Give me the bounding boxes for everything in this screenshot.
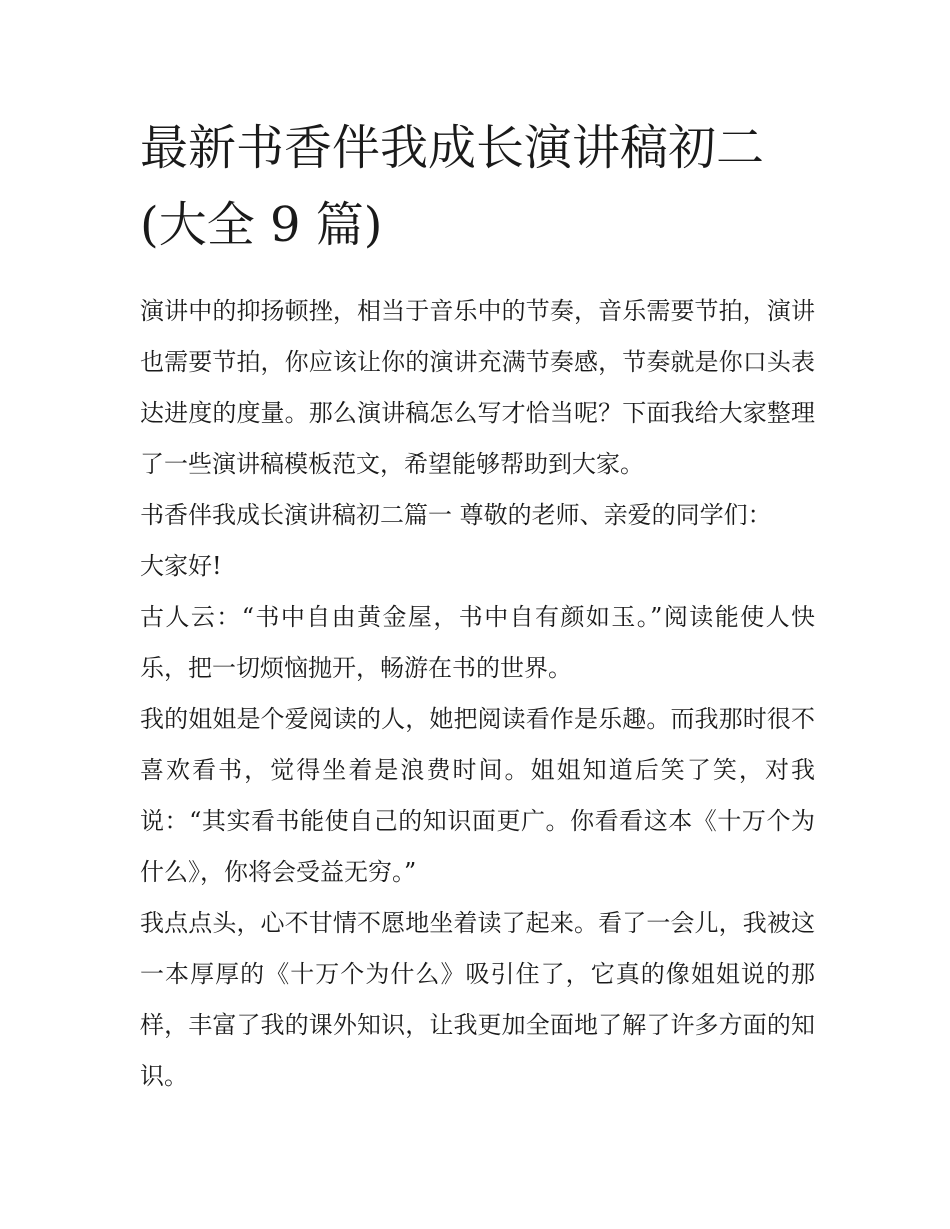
paragraph-quote: 古人云：“书中自由黄金屋，书中自有颜如玉。”阅读能使人快乐，把一切烦恼抛开，畅游在书的世界。 [140,603,815,682]
document-title [140,110,815,264]
paragraph-greeting: 大家好! [140,552,222,580]
paragraph-section-heading: 书香伴我成长演讲稿初二篇一 尊敬的老师、亲爱的同学们： [140,501,772,529]
paragraph-reading: 我点点头，心不甘情不愿地坐着读了起来。看了一会儿，我被这一本厚厚的《十万个为什么》吸引住了，它真的像姐姐说的那样，丰富了我的课外知识，让我更加全面地了解了许多方面的知识。 [140,909,815,1090]
title-line-2: (大全 9 篇) [140,197,383,253]
paragraph-intro: 演讲中的抑扬顿挫，相当于音乐中的节奏，音乐需要节拍，演讲也需要节拍，你应该让你的演讲充满节奏感，节奏就是你口头表达进度的度量。那么演讲稿怎么写才恰当呢？下面我给大家整理了一些演讲稿模板范文，希望能够帮助到大家。 [140,297,815,478]
title-line-1: 最新书香伴我成长演讲稿初二 [140,120,765,176]
paragraph-sister: 我的姐姐是个爱阅读的人，她把阅读看作是乐趣。而我那时很不喜欢看书，觉得坐着是浪费时间。姐姐知道后笑了笑，对我说：“其实看书能使自己的知识面更广。你看看这本《十万个为什么》，你将会受益无穷。” [140,705,815,886]
document-page [140,110,815,1102]
document-body [140,286,815,1102]
